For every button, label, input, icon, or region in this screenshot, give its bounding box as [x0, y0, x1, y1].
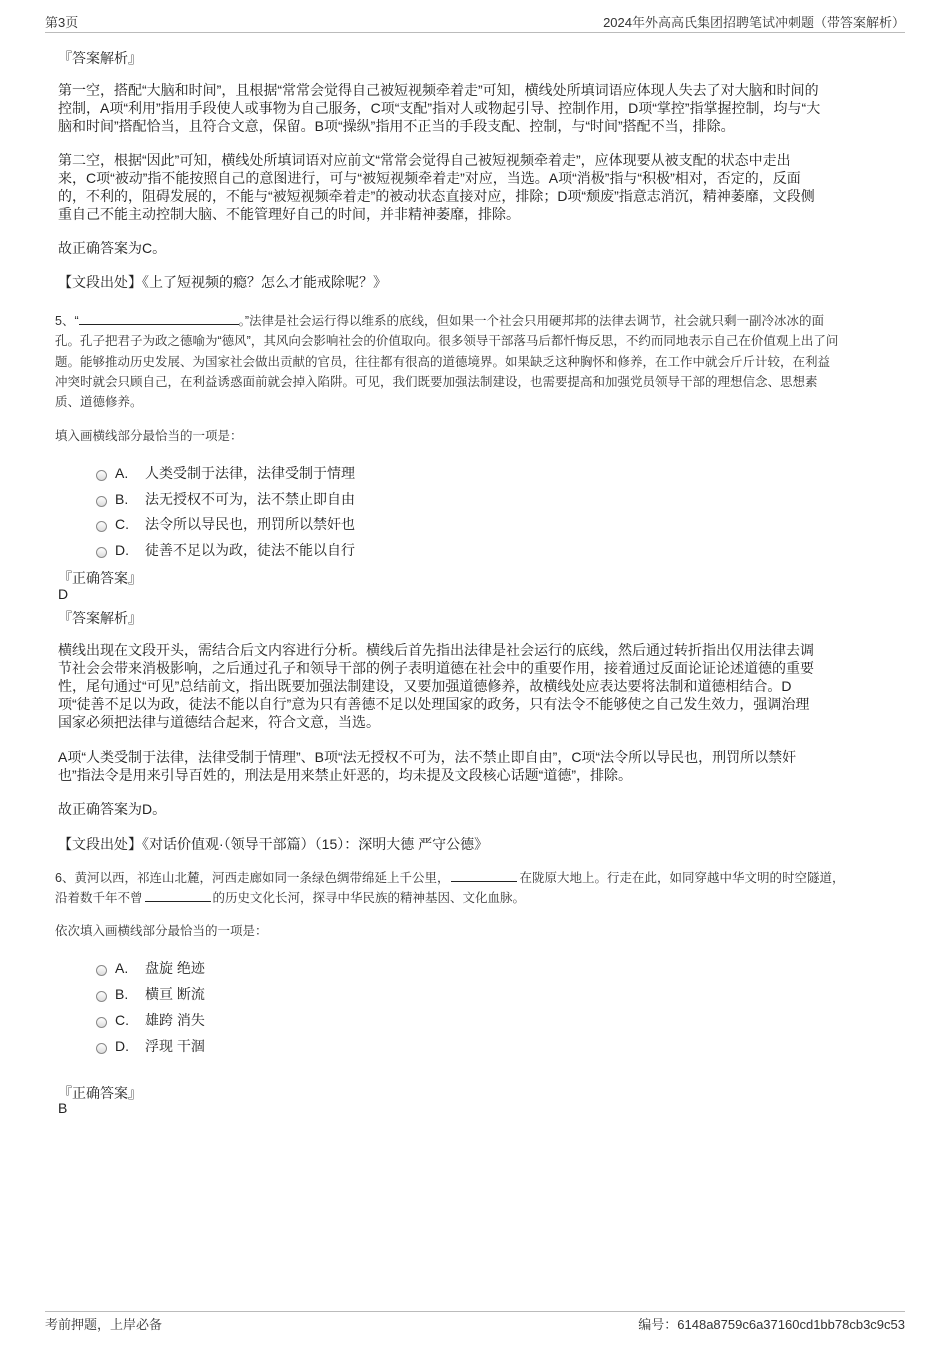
footer-divider	[45, 1311, 905, 1312]
question-prompt: 依次填入画横线部分最恰当的一项是：	[55, 924, 268, 938]
correct-answer: B	[58, 1100, 68, 1116]
stem-line: 质、道德修养。	[55, 395, 143, 410]
option-letter: B.	[115, 491, 129, 507]
answer-blank	[79, 312, 239, 325]
option-letter: C.	[115, 1012, 129, 1028]
text-line: A项“人类受制于法律，法律受制于情理”、B项“法无授权不可为，法不禁止即自由”，C项“法令所以导民也，刑罚所以禁奸	[58, 749, 797, 765]
option-b[interactable]	[96, 489, 355, 509]
stem-line: 冲突时就会只顾自己，在利益诱惑面前就会掉入陷阱。可见，我们既要加强法制建设，也需要提高和加强党员领导干部的理想信念、思想素	[55, 374, 818, 389]
stem-line: 题。能够推动历史发展、为国家社会做出贡献的官员，往往都有很高的道德境界。如果缺乏这种胸怀和修养，在工作中就会斤斤计较，在利益	[55, 354, 831, 369]
option-b[interactable]	[96, 984, 205, 1004]
stem-text: 6、黄河以西，祁连山北麓，河西走廊如同一条绿色绸带绵延上千公里，	[55, 871, 450, 885]
radio-button[interactable]	[96, 496, 107, 507]
answer-blank	[145, 889, 211, 902]
radio-button[interactable]	[96, 991, 107, 1002]
radio-button[interactable]	[96, 965, 107, 976]
option-letter: A.	[115, 960, 129, 976]
text-line: 第一空，搭配“大脑和时间”，且根据“常常会觉得自己被短视频牵着走”可知，横线处所填词语应体现人失去了对大脑和时间的	[58, 82, 819, 98]
text-line: 横线出现在文段开头，需结合后文内容进行分析。横线后首先指出法律是社会运行的底线，然后通过转折指出仅用法律去调	[58, 642, 814, 658]
question-number: 5、“	[55, 314, 79, 328]
text-line: 节社会会带来消极影响，之后通过孔子和领导干部的例子表明道德在社会中的重要作用，接着通过反面论证论述道德的重要	[58, 660, 814, 676]
option-d[interactable]	[96, 1036, 205, 1056]
stem-text: 沿着数千年不曾	[55, 890, 143, 905]
conclusion: 故正确答案为C。	[58, 240, 167, 256]
answer-blank	[451, 869, 517, 882]
text-line: 也”指法令是用来引导百姓的，刑法是用来禁止奸恶的，均未提及文段核心话题“道德”，排除。	[58, 767, 632, 783]
option-c[interactable]	[96, 514, 355, 534]
text-line: 项“徒善不足以为政，徒法不能以自行”意为只有善德不足以处理国家的政务，只有法令不能够使之自己发生效力，强调治理	[58, 696, 810, 712]
source-citation: 【文段出处】《对话价值观·（领导干部篇）（15）：深明大德 严守公德》	[58, 836, 489, 852]
text-line: 脑和时间”搭配恰当，且符合文意，保留。B项“操纵”指用不正当的手段支配、控制，与“时间”搭配不当，排除。	[58, 118, 735, 134]
option-letter: B.	[115, 986, 129, 1002]
correct-answer: D	[58, 586, 69, 602]
option-letter: C.	[115, 516, 129, 532]
text-line: 性，尾句通过“可见”总结前文，指出既要加强法制建设，又要加强道德修养，故横线处应表达要将法制和道德相结合。D	[58, 678, 792, 694]
option-c[interactable]	[96, 1010, 205, 1030]
conclusion: 故正确答案为D。	[58, 801, 167, 817]
option-text: 徒善不足以为政，徒法不能以自行	[145, 542, 355, 558]
option-a[interactable]	[96, 958, 205, 978]
source-citation: 【文段出处】《上了短视频的瘾？怎么才能戒除呢？》	[58, 274, 387, 290]
text-line: 的，不利的，阻碍发展的，不能与“被短视频牵着走”的被动状态直接对应，排除；D项“颓废”指意志消沉，精神萎靡，文段侧	[58, 188, 815, 204]
page-number: 第3页	[45, 15, 79, 30]
stem-line: 孔。孔子把君子为政之德喻为“德风”，其风向会影响社会的价值取向。很多领导干部落马后都忏悔反思，不约而同地表示自己在价值观上出了问	[55, 334, 839, 349]
option-text: 人类受制于法律，法律受制于情理	[145, 465, 355, 481]
option-text: 法令所以导民也，刑罚所以禁奸也	[145, 516, 355, 532]
question-prompt: 填入画横线部分最恰当的一项是：	[55, 429, 243, 443]
radio-button[interactable]	[96, 521, 107, 532]
option-text: 横亘 断流	[145, 986, 205, 1002]
header-divider	[45, 32, 905, 33]
radio-button[interactable]	[96, 470, 107, 481]
radio-button[interactable]	[96, 1017, 107, 1028]
analysis-label: 『答案解析』	[58, 610, 142, 626]
option-letter: A.	[115, 465, 129, 481]
radio-button[interactable]	[96, 547, 107, 558]
stem-text: 在陇原大地上。行走在此，如同穿越中华文明的时空隧道，	[519, 871, 845, 885]
option-text: 浮现 干涸	[145, 1038, 205, 1054]
footer-slogan: 考前押题，上岸必备	[45, 1317, 163, 1332]
text-line: 来，C项“被动”指不能按照自己的意图进行，可与“被短视频牵着走”对应，当选。A项“消极”指与“积极”相对，否定的，反面	[58, 170, 801, 186]
analysis-paragraph	[58, 81, 908, 135]
question-5-stem	[55, 311, 915, 412]
stem-line: 。”法律是社会运行得以维系的底线，但如果一个社会只用硬邦邦的法律去调节，社会就只剩一副冷冰冰的面	[238, 314, 825, 328]
document-title: 2024年外高高氏集团招聘笔试冲刺题（带答案解析）	[603, 15, 905, 30]
option-letter: D.	[115, 1038, 129, 1054]
question-6-stem	[55, 869, 915, 908]
option-text: 盘旋 绝迹	[145, 960, 205, 976]
text-line: 国家必须把法律与道德结合起来，符合文意，当选。	[58, 714, 380, 730]
option-a[interactable]	[96, 463, 355, 483]
radio-button[interactable]	[96, 1043, 107, 1054]
analysis-label: 『答案解析』	[58, 50, 142, 66]
text-line: 重自己不能主动控制大脑、不能管理好自己的时间，并非精神萎靡，排除。	[58, 206, 520, 222]
document-id: 编号：6148a8759c6a37160cd1bb78cb3c9c53	[638, 1317, 905, 1332]
correct-answer-label: 『正确答案』	[58, 570, 142, 586]
option-letter: D.	[115, 542, 129, 558]
stem-text: 的历史文化长河，探寻中华民族的精神基因、文化血脉。	[212, 890, 526, 905]
option-d[interactable]	[96, 540, 355, 560]
correct-answer-label: 『正确答案』	[58, 1085, 142, 1101]
text-line: 第二空，根据“因此”可知，横线处所填词语对应前文“常常会觉得自己被短视频牵着走”，应体现要从被支配的状态中走出	[58, 152, 791, 168]
text-line: 控制，A项“利用”指用手段使人或事物为自己服务，C项“支配”指对人或物起引导、控制作用，D项“掌控”指掌握控制，均与“大	[58, 100, 821, 116]
analysis-paragraph	[58, 748, 908, 784]
analysis-paragraph	[58, 151, 908, 223]
option-text: 雄跨 消失	[145, 1012, 205, 1028]
analysis-paragraph	[58, 641, 908, 731]
option-text: 法无授权不可为，法不禁止即自由	[145, 491, 355, 507]
